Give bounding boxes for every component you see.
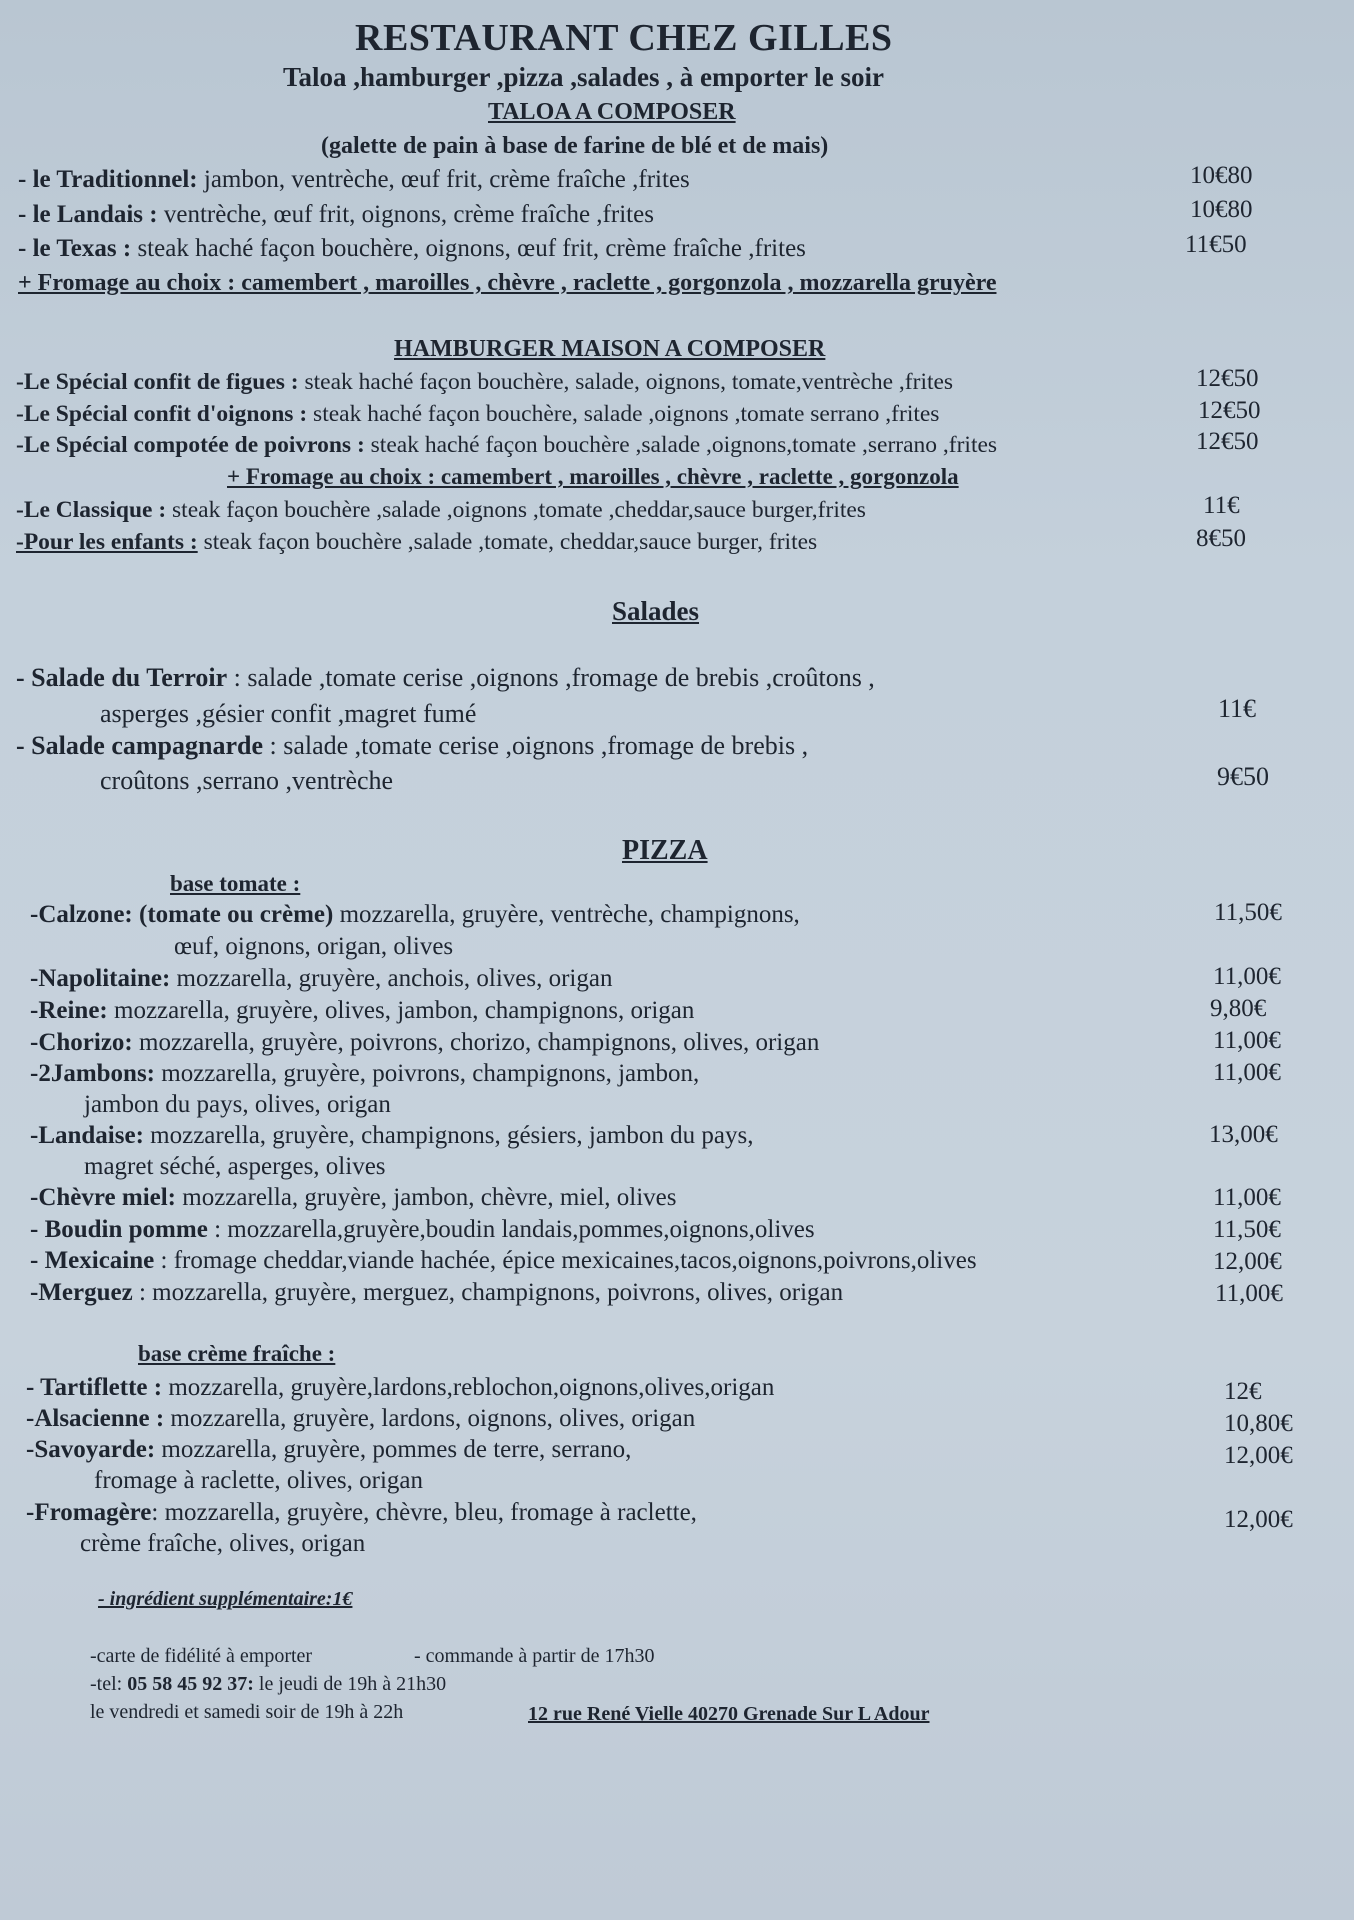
hamburger-item-poivrons: -Le Spécial compotée de poivrons : steak haché façon bouchère ,salade ,oignons,tomate ,serrano ,frites <box>16 432 998 458</box>
pizza-heading: PIZZA <box>622 835 708 866</box>
pizza-item-savoyarde: -Savoyarde: mozzarella, gruyère, pommes de terre, serrano, <box>26 1436 632 1463</box>
pizza-item-landaise-desc2: magret séché, asperges, olives <box>84 1153 386 1180</box>
pizza-item-merguez: -Merguez : mozzarella, gruyère, merguez, champignons, poivrons, olives, origan <box>30 1279 844 1306</box>
pizza-price-napolitaine: 11,00€ <box>1213 963 1281 990</box>
salade-item-terroir-desc2: asperges ,gésier confit ,magret fumé <box>100 699 477 728</box>
pizza-item-tartiflette: - Tartiflette : mozzarella, gruyère,lardons,reblochon,oignons,olives,origan <box>26 1374 775 1401</box>
pizza-price-savoyarde: 12,00€ <box>1224 1442 1293 1469</box>
hamburger-item-figues: -Le Spécial confit de figues : steak haché façon bouchère, salade, oignons, tomate,ventrèche ,frites <box>16 369 954 395</box>
commande-horaire: - commande à partir de 17h30 <box>414 1645 655 1667</box>
hamburger-heading: HAMBURGER MAISON A COMPOSER <box>394 336 826 362</box>
pizza-item-boudin-pomme: - Boudin pomme : mozzarella,gruyère,boudin landais,pommes,oignons,olives <box>30 1216 815 1243</box>
pizza-item-mexicaine: - Mexicaine : fromage cheddar,viande hachée, épice mexicaines,tacos,oignons,poivrons,olives <box>30 1247 977 1274</box>
hamburger-price-classique: 11€ <box>1203 492 1240 519</box>
pizza-item-landaise: -Landaise: mozzarella, gruyère, champignons, gésiers, jambon du pays, <box>30 1122 754 1149</box>
pizza-item-savoyarde-desc2: fromage à raclette, olives, origan <box>94 1467 424 1494</box>
hamburger-price-oignons: 12€50 <box>1198 397 1261 424</box>
pizza-price-tartiflette: 12€ <box>1224 1378 1262 1405</box>
pizza-base-creme: base crème fraîche : <box>138 1341 336 1366</box>
pizza-item-2jambons: -2Jambons: mozzarella, gruyère, poivrons, champignons, jambon, <box>30 1060 700 1087</box>
hamburger-item-enfants: -Pour les enfants : steak façon bouchère ,salade ,tomate, cheddar,sauce burger, frites <box>16 529 818 555</box>
hamburger-item-classique: -Le Classique : steak façon bouchère ,salade ,oignons ,tomate ,cheddar,sauce burger,frites <box>16 497 866 523</box>
pizza-item-alsacienne: -Alsacienne : mozzarella, gruyère, lardons, oignons, olives, origan <box>26 1405 696 1432</box>
taloa-price-texas: 11€50 <box>1185 231 1247 258</box>
pizza-price-merguez: 11,00€ <box>1215 1280 1283 1307</box>
salade-price-campagnarde: 9€50 <box>1217 762 1269 791</box>
restaurant-title: RESTAURANT CHEZ GILLES <box>355 17 893 59</box>
pizza-price-fromagere: 12,00€ <box>1224 1506 1293 1533</box>
pizza-price-chevre-miel: 11,00€ <box>1213 1184 1281 1211</box>
taloa-heading: TALOA A COMPOSER <box>488 99 736 125</box>
pizza-item-calzone: -Calzone: (tomate ou crème) mozzarella, gruyère, ventrèche, champignons, <box>30 901 800 928</box>
taloa-cheese-choice: + Fromage au choix : camembert , maroilles , chèvre , raclette , gorgonzola , mozzarella gruyère <box>18 270 997 296</box>
hamburger-item-oignons: -Le Spécial confit d'oignons : steak haché façon bouchère, salade ,oignons ,tomate serrano ,frites <box>16 401 940 427</box>
salade-item-campagnarde-desc2: croûtons ,serrano ,ventrèche <box>100 766 394 795</box>
salades-heading: Salades <box>612 596 700 626</box>
pizza-item-calzone-desc2: œuf, oignons, origan, olives <box>174 933 454 960</box>
telephone-line: -tel: 05 58 45 92 37: le jeudi de 19h à 21h30 <box>90 1673 447 1695</box>
pizza-price-boudin-pomme: 11,50€ <box>1213 1216 1281 1243</box>
hamburger-price-poivrons: 12€50 <box>1196 428 1259 455</box>
pizza-item-fromagere: -Fromagère: mozzarella, gruyère, chèvre, bleu, fromage à raclette, <box>26 1499 697 1526</box>
hamburger-price-enfants: 8€50 <box>1196 525 1246 552</box>
hamburger-price-figues: 12€50 <box>1196 365 1259 392</box>
pizza-item-chorizo: -Chorizo: mozzarella, gruyère, poivrons, chorizo, champignons, olives, origan <box>30 1029 820 1056</box>
taloa-price-landais: 10€80 <box>1190 196 1253 223</box>
pizza-item-2jambons-desc2: jambon du pays, olives, origan <box>84 1091 391 1118</box>
carte-fidelite: -carte de fidélité à emporter <box>90 1645 313 1667</box>
taloa-item-texas: - le Texas : steak haché façon bouchère, oignons, œuf frit, crème fraîche ,frites <box>18 235 806 262</box>
salade-item-terroir: - Salade du Terroir : salade ,tomate cerise ,oignons ,fromage de brebis ,croûtons , <box>16 663 875 692</box>
pizza-item-reine: -Reine: mozzarella, gruyère, olives, jambon, champignons, origan <box>30 997 695 1024</box>
hamburger-cheese-choice: + Fromage au choix : camembert , maroilles , chèvre , raclette , gorgonzola <box>227 464 959 489</box>
pizza-item-chevre-miel: -Chèvre miel: mozzarella, gruyère, jambon, chèvre, miel, olives <box>30 1184 677 1211</box>
restaurant-subtitle: Taloa ,hamburger ,pizza ,salades , à emporter le soir <box>283 62 884 92</box>
salade-price-terroir: 11€ <box>1218 694 1257 723</box>
taloa-price-traditionnel: 10€80 <box>1190 162 1253 189</box>
pizza-price-calzone: 11,50€ <box>1214 899 1282 926</box>
pizza-base-tomate: base tomate : <box>170 871 301 896</box>
pizza-item-fromagere-desc2: crème fraîche, olives, origan <box>80 1530 366 1557</box>
pizza-price-mexicaine: 12,00€ <box>1213 1248 1282 1275</box>
taloa-item-traditionnel: - le Traditionnel: jambon, ventrèche, œuf frit, crème fraîche ,frites <box>18 166 690 193</box>
ingredient-supplement: - ingrédient supplémentaire:1€ <box>98 1588 353 1610</box>
taloa-item-landais: - le Landais : ventrèche, œuf frit, oignons, crème fraîche ,frites <box>18 201 654 228</box>
pizza-item-napolitaine: -Napolitaine: mozzarella, gruyère, anchois, olives, origan <box>30 965 613 992</box>
pizza-price-alsacienne: 10,80€ <box>1224 1410 1293 1437</box>
pizza-price-chorizo: 11,00€ <box>1213 1027 1281 1054</box>
pizza-price-landaise: 13,00€ <box>1209 1121 1278 1148</box>
salade-item-campagnarde: - Salade campagnarde : salade ,tomate cerise ,oignons ,fromage de brebis , <box>16 731 809 760</box>
pizza-price-2jambons: 11,00€ <box>1213 1059 1281 1086</box>
taloa-note: (galette de pain à base de farine de blé et de mais) <box>321 133 829 159</box>
telephone-number: 05 58 45 92 37: <box>127 1673 254 1695</box>
restaurant-address: 12 rue René Vielle 40270 Grenade Sur L Adour <box>528 1703 930 1725</box>
horaires-vendredi-samedi: le vendredi et samedi soir de 19h à 22h <box>90 1701 404 1723</box>
pizza-price-reine: 9,80€ <box>1210 995 1267 1022</box>
